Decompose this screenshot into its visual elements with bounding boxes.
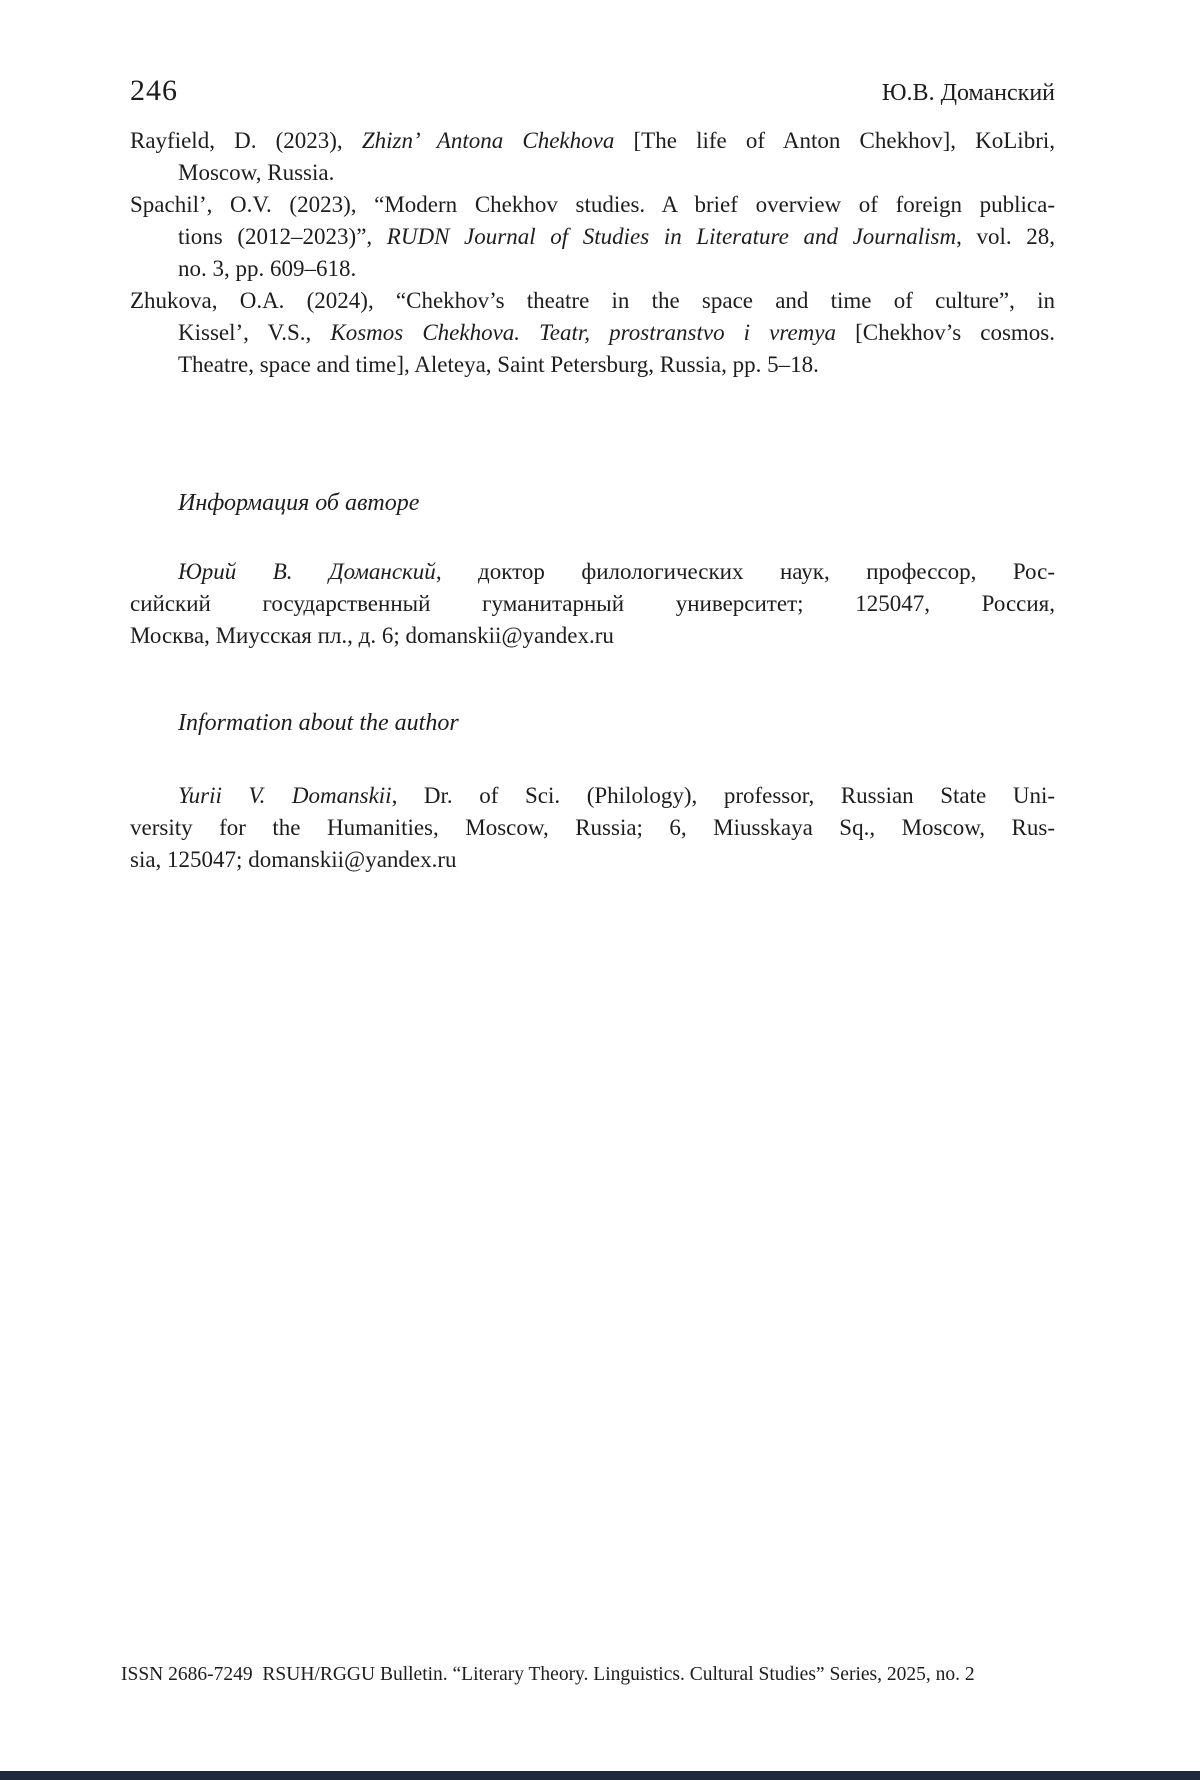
text-segment: Zhukova, O.A. (2024), “Chekhov’s theatre in the space and time of culture”, in <box>130 288 1055 313</box>
text-segment: [The life of Anton Chekhov], KoLibri, <box>614 128 1055 153</box>
section-heading-en: Information about the author <box>178 710 459 736</box>
text-segment: sia, 125047; domanskii@yandex.ru <box>130 847 457 872</box>
text-line <box>130 189 1055 221</box>
italic-text-segment: Zhizn’ Antona Chekhova <box>361 128 615 153</box>
text-segment: Spachil’, O.V. (2023), “Modern Chekhov studies. A brief overview of foreign publica- <box>130 192 1055 217</box>
text-line <box>130 588 1055 620</box>
text-line <box>130 317 1055 349</box>
text-segment: сийский государственный гуманитарный университет; 125047, Россия, <box>130 591 1055 616</box>
page-header <box>130 74 1055 108</box>
italic-text-segment: Yurii V. Domanskii <box>178 783 392 808</box>
running-head-author: Ю.В. Доманский <box>881 80 1055 106</box>
text-line <box>130 157 1055 189</box>
text-segment: tions (2012–2023)”, <box>178 224 387 249</box>
text-line <box>130 285 1055 317</box>
text-line <box>130 253 1055 285</box>
reference-entry <box>130 189 1055 285</box>
text-segment: Москва, Миусская пл., д. 6; domanskii@yandex.ru <box>130 623 614 648</box>
text-segment: [Chekhov’s cosmos. <box>836 320 1055 345</box>
page-number: 246 <box>130 74 178 107</box>
references-list <box>130 125 1055 381</box>
text-line <box>130 620 1055 652</box>
footer-issn-line: ISSN 2686-7249 RSUH/RGGU Bulletin. “Literary Theory. Linguistics. Cultural Studies” Series, 2025, no. 2 <box>121 1664 975 1685</box>
text-segment: Rayfield, D. (2023), <box>130 128 362 153</box>
text-segment: , Dr. of Sci. (Philology), professor, Russian State Uni- <box>391 783 1055 808</box>
text-line <box>130 349 1055 381</box>
text-segment: no. 3, pp. 609–618. <box>178 256 357 281</box>
text-line <box>130 125 1055 157</box>
text-line <box>130 556 1055 588</box>
text-line <box>130 812 1055 844</box>
reference-entry <box>130 285 1055 381</box>
text-segment: , vol. 28, <box>956 224 1055 249</box>
text-line <box>130 780 1055 812</box>
author-info-ru <box>130 556 1055 652</box>
author-info-en <box>130 780 1055 876</box>
text-line <box>130 221 1055 253</box>
reference-entry <box>130 125 1055 189</box>
italic-text-segment: RUDN Journal of Studies in Literature and Journalism <box>386 224 957 249</box>
text-segment: versity for the Humanities, Moscow, Russia; 6, Miusskaya Sq., Moscow, Rus- <box>130 815 1055 840</box>
text-segment: Theatre, space and time], Aleteya, Saint Petersburg, Russia, pp. 5–18. <box>178 352 819 377</box>
section-heading-ru: Информация об авторе <box>178 490 420 516</box>
text-segment: Moscow, Russia. <box>178 160 335 185</box>
text-segment: , доктор филологических наук, профессор, Рос- <box>435 559 1055 584</box>
italic-text-segment: Kosmos Chekhova. Teatr, prostranstvo i vremya <box>330 320 836 345</box>
text-line <box>130 844 1055 876</box>
text-segment: Kissel’, V.S., <box>178 320 331 345</box>
bottom-edge-bar <box>0 1771 1200 1780</box>
italic-text-segment: Юрий В. Доманский <box>178 559 436 584</box>
